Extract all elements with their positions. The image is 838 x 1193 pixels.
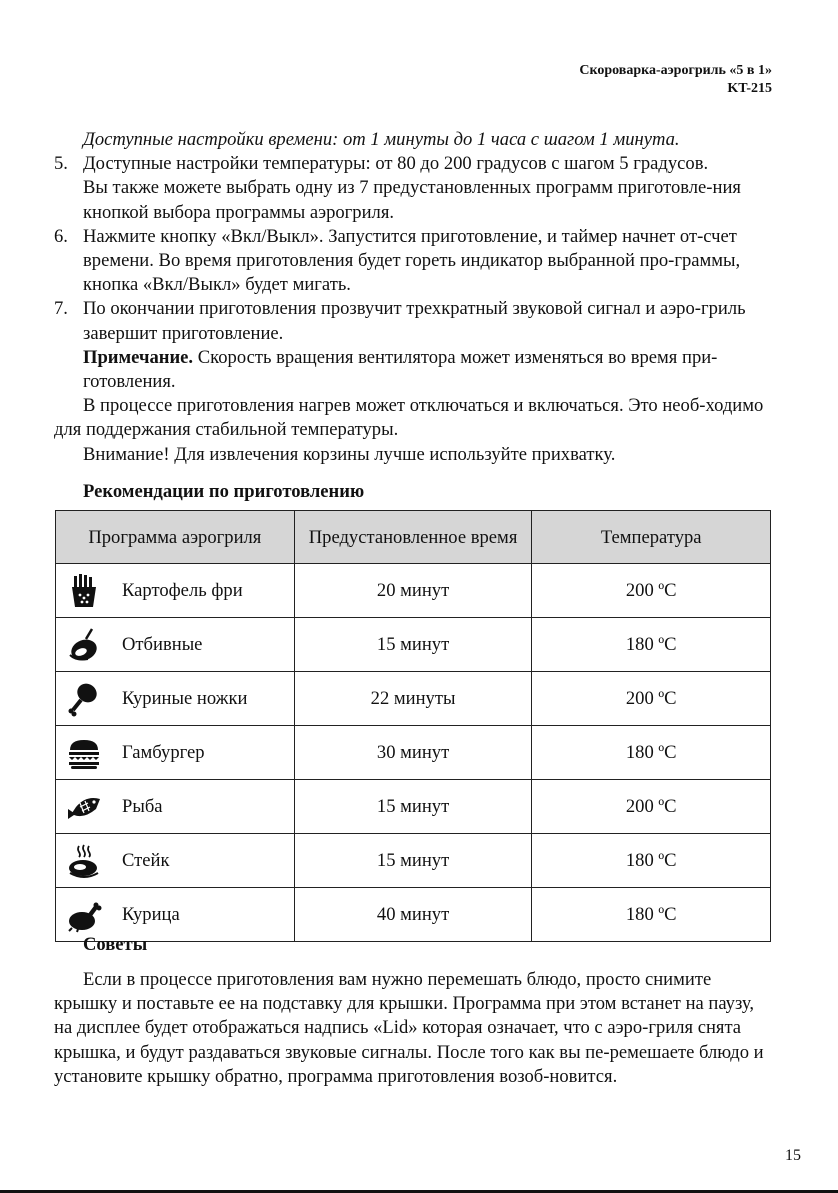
table-row bbox=[56, 564, 771, 618]
instructions bbox=[54, 128, 770, 467]
cutlet-icon bbox=[66, 627, 102, 663]
step-text: Нажмите кнопку «Вкл/Выкл». Запустится приготовление, и таймер начнет от-счет времени. Во время приготовления будет гореть индикатор выбранной про-граммы, кнопка «Вкл/Выкл» будет мигать. bbox=[83, 225, 741, 296]
table-row bbox=[56, 672, 771, 726]
program-name: Гамбургер bbox=[122, 741, 205, 763]
model-number: KT-215 bbox=[727, 81, 772, 96]
fish-icon bbox=[66, 789, 102, 825]
drumstick-icon bbox=[66, 681, 102, 717]
step-text: Вы также можете выбрать одну из 7 предустановленных программ приготовле-ния кнопкой выбора программы аэрогриля. bbox=[83, 177, 741, 223]
step-text: Доступные настройки температуры: от 80 до 200 градусов с шагом 5 градусов. bbox=[83, 153, 709, 175]
table-row bbox=[56, 618, 771, 672]
heating-paragraph: В процессе приготовления нагрев может отключаться и включаться. Это необ-ходимо для поддержания стабильной температуры. bbox=[54, 395, 764, 441]
header-program: Программа аэрогриля bbox=[56, 511, 295, 564]
temperature: 180 ºС bbox=[532, 834, 771, 888]
warning-paragraph: Внимание! Для извлечения корзины лучше используйте прихватку. bbox=[83, 443, 616, 465]
temperature: 200 ºС bbox=[532, 780, 771, 834]
program-name: Отбивные bbox=[122, 633, 203, 655]
table-row bbox=[56, 888, 771, 942]
step-6 bbox=[54, 225, 770, 298]
step-number bbox=[54, 176, 83, 224]
table-row bbox=[56, 780, 771, 834]
fries-icon bbox=[66, 573, 102, 609]
preset-time: 20 минут bbox=[294, 564, 532, 618]
cooking-table bbox=[55, 510, 771, 942]
program-name: Стейк bbox=[122, 849, 170, 871]
table-title: Рекомендации по приготовлению bbox=[83, 481, 365, 502]
note-label: Примечание. bbox=[83, 346, 194, 368]
tips-title: Советы bbox=[83, 934, 148, 955]
header-temperature: Температура bbox=[532, 511, 771, 564]
preset-time: 22 минуты bbox=[294, 672, 532, 726]
preset-time: 15 минут bbox=[294, 780, 532, 834]
burger-icon bbox=[66, 735, 102, 771]
program-name: Рыба bbox=[122, 795, 163, 817]
preset-time: 15 минут bbox=[294, 834, 532, 888]
program-name: Картофель фри bbox=[122, 579, 243, 601]
step-number: 7. bbox=[54, 298, 68, 320]
steak-icon bbox=[66, 843, 102, 879]
temperature: 180 ºС bbox=[532, 726, 771, 780]
program-name: Курица bbox=[122, 903, 180, 925]
step-number: 6. bbox=[54, 225, 68, 247]
product-name: Скороварка-аэрогриль «5 в 1» bbox=[579, 63, 772, 78]
table-row bbox=[56, 834, 771, 888]
document-header bbox=[352, 62, 772, 98]
table-row bbox=[56, 726, 771, 780]
step-7 bbox=[54, 297, 770, 345]
program-name: Куриные ножки bbox=[122, 687, 248, 709]
temperature: 200 ºС bbox=[532, 564, 771, 618]
step-text: По окончании приготовления прозвучит трехкратный звуковой сигнал и аэро-гриль завершит приготовление. bbox=[83, 298, 746, 344]
step-5-continued bbox=[54, 176, 770, 224]
step-number: 5. bbox=[54, 153, 68, 175]
step-5 bbox=[54, 152, 770, 176]
temperature: 200 ºС bbox=[532, 672, 771, 726]
page-number: 15 bbox=[785, 1147, 801, 1164]
chicken-icon bbox=[66, 897, 102, 933]
preset-time: 30 минут bbox=[294, 726, 532, 780]
temperature: 180 ºС bbox=[532, 888, 771, 942]
time-settings-note: Доступные настройки времени: от 1 минуты до 1 часа с шагом 1 минута. bbox=[83, 129, 680, 150]
table-header-row bbox=[56, 511, 771, 564]
temperature: 180 ºС bbox=[532, 618, 771, 672]
header-time: Предустановленное время bbox=[294, 511, 532, 564]
preset-time: 40 минут bbox=[294, 888, 532, 942]
tips-paragraph: Если в процессе приготовления вам нужно перемешать блюдо, просто снимите крышку и поставьте ее на подставку для крышки. Программа при этом встанет на паузу, на дисплее будет отображаться надпись «Lid» которая означает, что с аэро-гриля снята крышка, и будут раздаваться звуковые сигналы. После того как вы пе-ремешаете блюдо и установите крышку обратно, программа приготовления возоб-новится. bbox=[54, 969, 764, 1087]
preset-time: 15 минут bbox=[294, 618, 532, 672]
note-paragraph bbox=[54, 346, 770, 394]
note-text: Скорость вращения вентилятора может изменяться во время при-готовления. bbox=[83, 346, 718, 393]
